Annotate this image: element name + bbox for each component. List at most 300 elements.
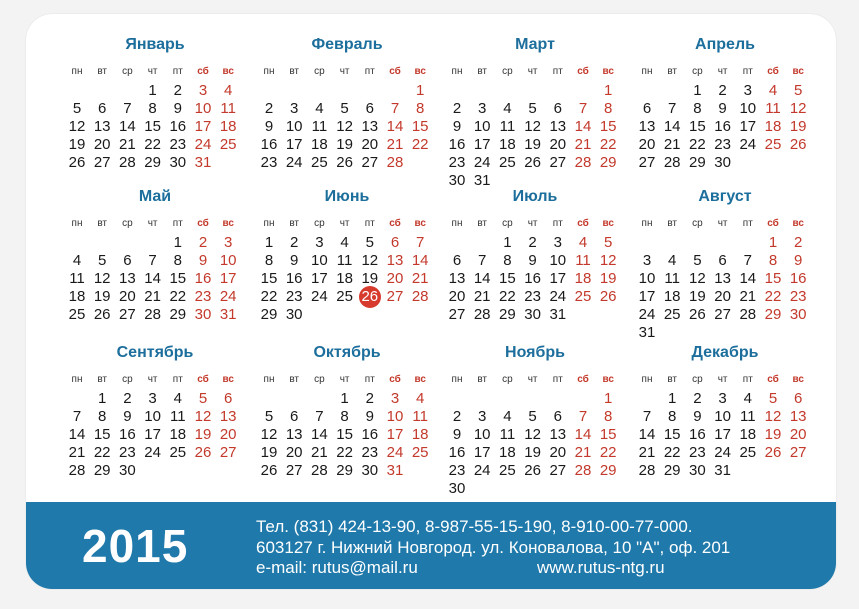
day-cell: 18 (411, 426, 429, 443)
weekday-header: вс (792, 66, 804, 77)
day-cell: 15 (144, 118, 161, 135)
day-cell: 16 (260, 136, 278, 153)
day-cell: 1 (173, 234, 182, 251)
day-cell: 1 (264, 234, 274, 251)
day-cell: 12 (361, 252, 379, 269)
day-cell: 16 (524, 270, 541, 287)
day-cell: 10 (638, 270, 656, 287)
day-cell: 30 (361, 462, 379, 479)
weekday-header: сб (767, 374, 779, 385)
day-cell: 29 (689, 154, 706, 171)
website: www.rutus-ntg.ru (537, 558, 665, 577)
day-cell: 24 (638, 306, 656, 323)
day-cell: 4 (743, 390, 752, 407)
day-cell: 23 (194, 288, 212, 305)
weekday-header: вс (414, 218, 426, 229)
day-cell: 5 (72, 100, 82, 117)
day-cell: 19 (361, 270, 379, 287)
day-cell: 11 (220, 100, 236, 117)
day-cell: 29 (764, 306, 782, 323)
day-cell: 12 (524, 426, 541, 443)
day-cell: 27 (285, 462, 303, 479)
day-cell: 4 (503, 408, 512, 425)
day-cell: 25 (219, 136, 237, 153)
day-cell: 17 (473, 444, 491, 461)
weekday-header: вт (97, 218, 108, 229)
month-name: Март (515, 36, 555, 53)
day-cell: 14 (311, 426, 328, 443)
weekday-header: пн (263, 218, 275, 229)
weekday-header: чт (717, 218, 728, 229)
day-cell: 29 (144, 154, 161, 171)
day-cell: 28 (574, 462, 592, 479)
weekday-header: ср (314, 218, 325, 229)
day-cell: 21 (411, 270, 429, 287)
day-cell: 25 (499, 462, 516, 479)
day-cell: 13 (285, 426, 303, 443)
day-cell: 22 (689, 136, 706, 153)
weekday-header: вс (414, 66, 426, 77)
highlighted-day: 26 (357, 288, 383, 306)
day-cell: 10 (549, 252, 567, 269)
day-cell: 11 (740, 408, 756, 425)
day-cell: 8 (98, 408, 107, 425)
day-cell: 24 (473, 154, 491, 171)
weekday-header: ср (692, 218, 703, 229)
month-name: Февраль (311, 36, 383, 53)
day-cell: 15 (411, 118, 429, 135)
day-cell: 30 (285, 306, 303, 323)
day-cell: 1 (340, 390, 349, 407)
day-cell: 19 (68, 136, 86, 153)
day-cell: 25 (169, 444, 187, 461)
day-cell: 19 (194, 426, 212, 443)
day-cell: 10 (473, 118, 491, 135)
day-cell: 12 (260, 426, 278, 443)
day-cell: 12 (599, 252, 617, 269)
day-cell: 8 (768, 252, 778, 269)
day-cell: 22 (764, 288, 782, 305)
day-cell: 20 (549, 136, 567, 153)
day-cell: 18 (499, 444, 516, 461)
day-cell: 14 (68, 426, 86, 443)
day-cell: 19 (260, 444, 278, 461)
day-cell: 20 (386, 270, 404, 287)
day-cell: 11 (664, 270, 680, 287)
weekday-header: пн (641, 218, 653, 229)
day-cell: 12 (689, 270, 706, 287)
weekday-header: вс (602, 66, 614, 77)
day-cell: 28 (68, 462, 86, 479)
weekday-header: ср (502, 218, 513, 229)
weekday-header: вс (222, 66, 234, 77)
weekday-header: чт (339, 66, 350, 77)
day-cell: 13 (386, 252, 404, 269)
day-cell: 9 (198, 252, 208, 269)
day-cell: 27 (119, 306, 136, 323)
month-name: Ноябрь (505, 344, 565, 361)
day-cell: 27 (386, 288, 404, 305)
day-cell: 11 (765, 100, 781, 117)
day-cell: 6 (452, 252, 462, 269)
day-cell: 30 (119, 462, 136, 479)
day-cell: 6 (553, 100, 562, 117)
day-cell: 17 (144, 426, 161, 443)
weekday-header: вт (289, 66, 300, 77)
weekday-header: сб (577, 218, 589, 229)
day-cell: 21 (311, 444, 328, 461)
day-cell: 3 (390, 390, 400, 407)
day-cell: 21 (144, 288, 161, 305)
weekday-header: вт (477, 218, 488, 229)
day-cell: 17 (714, 426, 731, 443)
weekday-header: вс (414, 374, 426, 385)
weekday-header: ср (692, 374, 703, 385)
day-cell: 30 (524, 306, 541, 323)
day-cell: 6 (642, 100, 652, 117)
weekday-header: чт (717, 66, 728, 77)
day-cell: 1 (693, 82, 702, 99)
day-cell: 5 (794, 82, 803, 99)
day-cell: 2 (365, 390, 374, 407)
day-cell: 16 (194, 270, 212, 287)
day-cell: 16 (285, 270, 303, 287)
day-cell: 10 (285, 118, 303, 135)
day-cell: 22 (93, 444, 111, 461)
day-cell: 30 (448, 172, 466, 189)
weekday-header: пт (172, 374, 183, 385)
day-cell: 2 (173, 82, 182, 99)
day-cell: 8 (503, 252, 512, 269)
day-cell: 3 (290, 100, 299, 117)
weekday-header: чт (527, 66, 538, 77)
weekday-header: пт (364, 218, 375, 229)
weekday-header: сб (389, 218, 401, 229)
day-cell: 2 (528, 234, 537, 251)
weekday-header: пт (552, 66, 563, 77)
day-cell: 10 (311, 252, 328, 269)
day-cell: 6 (98, 100, 107, 117)
weekday-header: пн (451, 374, 463, 385)
day-cell: 17 (285, 136, 303, 153)
weekday-header: чт (339, 374, 350, 385)
day-cell: 1 (416, 82, 425, 99)
month-name: Январь (125, 36, 185, 53)
day-cell: 19 (336, 136, 353, 153)
day-cell: 2 (123, 390, 132, 407)
day-cell: 25 (411, 444, 429, 461)
day-cell: 26 (764, 444, 782, 461)
day-cell: 2 (290, 234, 299, 251)
day-cell: 13 (93, 118, 111, 135)
day-cell: 6 (224, 390, 233, 407)
day-cell: 17 (311, 270, 328, 287)
day-cell: 1 (768, 234, 778, 251)
day-cell: 9 (528, 252, 537, 269)
weekday-header: пн (641, 374, 653, 385)
day-cell: 21 (739, 288, 757, 305)
day-cell: 23 (448, 154, 466, 171)
day-cell: 3 (198, 82, 208, 99)
calendar-card (26, 14, 836, 589)
day-cell: 24 (386, 444, 404, 461)
weekday-header: пт (364, 66, 375, 77)
day-cell: 8 (173, 252, 182, 269)
day-cell: 3 (553, 234, 562, 251)
day-cell: 8 (416, 100, 425, 117)
day-cell: 29 (336, 462, 353, 479)
day-cell: 9 (794, 252, 803, 269)
day-cell: 18 (574, 270, 592, 287)
day-cell: 8 (693, 100, 702, 117)
day-cell: 5 (365, 234, 374, 251)
day-cell: 11 (170, 408, 186, 425)
weekday-header: сб (767, 66, 779, 77)
day-cell: 31 (549, 306, 567, 323)
day-cell: 27 (714, 306, 731, 323)
day-cell: 22 (663, 444, 681, 461)
day-cell: 25 (311, 154, 328, 171)
weekday-header: вс (222, 374, 234, 385)
day-cell: 28 (739, 306, 757, 323)
day-cell: 23 (448, 462, 466, 479)
day-cell: 7 (315, 408, 324, 425)
day-cell: 9 (290, 252, 299, 269)
day-cell: 30 (448, 480, 466, 497)
day-cell: 25 (68, 306, 86, 323)
day-cell: 27 (638, 154, 656, 171)
day-cell: 29 (169, 306, 187, 323)
day-cell: 2 (452, 100, 462, 117)
day-cell: 22 (144, 136, 161, 153)
weekday-header: чт (339, 218, 350, 229)
month-name: Октябрь (313, 344, 381, 361)
day-cell: 30 (789, 306, 807, 323)
weekday-header: пн (641, 66, 653, 77)
day-cell: 29 (499, 306, 516, 323)
day-cell: 1 (148, 82, 157, 99)
day-cell: 24 (219, 288, 237, 305)
day-cell: 21 (574, 136, 592, 153)
weekday-header: ср (122, 218, 133, 229)
day-cell: 13 (714, 270, 731, 287)
day-cell: 28 (411, 288, 429, 305)
day-cell: 14 (574, 118, 592, 135)
day-cell: 29 (260, 306, 278, 323)
weekday-header: пн (71, 374, 83, 385)
day-cell: 14 (638, 426, 656, 443)
day-cell: 20 (638, 136, 656, 153)
weekday-header: пт (364, 374, 375, 385)
weekday-header: пт (172, 66, 183, 77)
phone-numbers: Тел. (831) 424-13-90, 8-987-55-15-190, 8-910-00-77-000. (256, 517, 693, 536)
day-cell: 21 (663, 136, 681, 153)
day-cell: 12 (764, 408, 782, 425)
day-cell: 1 (503, 234, 512, 251)
weekday-header: вс (792, 218, 804, 229)
day-cell: 16 (361, 426, 379, 443)
weekday-header: ср (122, 374, 133, 385)
day-cell: 21 (386, 136, 404, 153)
weekday-header: сб (197, 66, 209, 77)
address: 603127 г. Нижний Новгород. ул. Коновалова, 10 "А", оф. 201 (256, 538, 731, 557)
weekday-header: чт (717, 374, 728, 385)
day-cell: 26 (93, 306, 111, 323)
day-cell: 4 (503, 100, 512, 117)
day-cell: 18 (663, 288, 681, 305)
day-cell: 16 (448, 136, 466, 153)
day-cell: 24 (473, 462, 491, 479)
day-cell: 12 (93, 270, 111, 287)
weekday-header: пн (451, 66, 463, 77)
day-cell: 16 (448, 444, 466, 461)
day-cell: 15 (336, 426, 353, 443)
day-cell: 27 (448, 306, 466, 323)
day-cell: 11 (575, 252, 591, 269)
day-cell: 9 (123, 408, 132, 425)
day-cell: 14 (574, 426, 592, 443)
day-cell: 23 (714, 136, 731, 153)
day-cell: 20 (285, 444, 303, 461)
weekday-header: пт (552, 218, 563, 229)
day-cell: 19 (689, 288, 706, 305)
day-cell: 19 (524, 444, 541, 461)
day-cell: 22 (499, 288, 516, 305)
day-cell: 30 (169, 154, 187, 171)
day-cell: 22 (599, 444, 617, 461)
day-cell: 26 (599, 288, 617, 305)
weekday-header: ср (692, 66, 703, 77)
day-cell: 7 (148, 252, 157, 269)
day-cell: 25 (663, 306, 681, 323)
day-cell: 18 (68, 288, 86, 305)
day-cell: 5 (98, 252, 107, 269)
weekday-header: вс (602, 374, 614, 385)
day-cell: 17 (219, 270, 237, 287)
day-cell: 11 (69, 270, 85, 287)
day-cell: 17 (473, 136, 491, 153)
day-cell: 28 (574, 154, 592, 171)
day-cell: 7 (478, 252, 487, 269)
weekday-header: ср (314, 66, 325, 77)
day-cell: 19 (789, 118, 807, 135)
day-cell: 13 (549, 426, 567, 443)
day-cell: 10 (219, 252, 237, 269)
day-cell: 13 (361, 118, 379, 135)
day-cell: 1 (604, 82, 613, 99)
day-cell: 3 (478, 408, 487, 425)
day-cell: 20 (119, 288, 136, 305)
weekday-header: сб (197, 218, 209, 229)
day-cell: 4 (173, 390, 182, 407)
day-cell: 5 (604, 234, 613, 251)
weekday-header: вт (97, 374, 108, 385)
day-cell: 28 (144, 306, 161, 323)
weekday-header: ср (502, 374, 513, 385)
day-cell: 8 (604, 100, 613, 117)
day-cell: 5 (340, 100, 349, 117)
day-cell: 2 (693, 390, 702, 407)
day-cell: 16 (789, 270, 807, 287)
day-cell: 25 (336, 288, 353, 305)
month-name: Июнь (324, 188, 370, 205)
day-cell: 5 (198, 390, 208, 407)
day-cell: 14 (411, 252, 429, 269)
day-cell: 21 (473, 288, 491, 305)
day-cell: 18 (764, 118, 782, 135)
day-cell: 28 (311, 462, 328, 479)
day-cell: 22 (411, 136, 429, 153)
weekday-header: ср (122, 66, 133, 77)
day-cell: 9 (173, 100, 182, 117)
day-cell: 5 (264, 408, 274, 425)
day-cell: 6 (123, 252, 132, 269)
day-cell: 10 (144, 408, 161, 425)
day-cell: 31 (473, 172, 491, 189)
month-name: Май (138, 188, 172, 205)
day-cell: 17 (638, 288, 656, 305)
day-cell: 15 (260, 270, 278, 287)
day-cell: 22 (169, 288, 187, 305)
day-cell: 4 (72, 252, 82, 269)
day-cell: 19 (524, 136, 541, 153)
day-cell: 18 (739, 426, 757, 443)
day-cell: 15 (689, 118, 706, 135)
month-name: Апрель (695, 36, 755, 53)
day-cell: 17 (739, 118, 757, 135)
day-cell: 18 (499, 136, 516, 153)
day-cell: 3 (642, 252, 652, 269)
day-cell: 29 (93, 462, 111, 479)
day-cell: 23 (524, 288, 541, 305)
day-cell: 17 (549, 270, 567, 287)
day-cell: 21 (119, 136, 136, 153)
day-cell: 18 (169, 426, 187, 443)
day-cell: 6 (365, 100, 374, 117)
day-cell: 26 (260, 462, 278, 479)
weekday-header: пн (263, 66, 275, 77)
weekday-header: чт (527, 374, 538, 385)
day-cell: 4 (340, 234, 349, 251)
day-cell: 15 (663, 426, 681, 443)
weekday-header: вс (602, 218, 614, 229)
day-cell: 8 (668, 408, 677, 425)
weekday-header: вт (289, 218, 300, 229)
day-cell: 3 (224, 234, 233, 251)
weekday-header: чт (147, 218, 158, 229)
day-cell: 25 (574, 288, 592, 305)
day-cell: 15 (599, 426, 617, 443)
weekday-header: вт (667, 374, 678, 385)
day-cell: 6 (553, 408, 562, 425)
weekday-header: сб (767, 218, 779, 229)
day-cell: 9 (693, 408, 702, 425)
contact-footer (26, 502, 836, 589)
day-cell: 16 (714, 118, 731, 135)
day-cell: 25 (764, 136, 782, 153)
day-cell: 7 (390, 100, 400, 117)
day-cell: 26 (689, 306, 706, 323)
weekday-header: пт (742, 374, 753, 385)
month-name: Декабрь (691, 344, 759, 361)
day-cell: 14 (144, 270, 161, 287)
day-cell: 15 (499, 270, 516, 287)
day-cell: 13 (549, 118, 567, 135)
day-cell: 26 (336, 154, 353, 171)
weekday-header: вт (477, 374, 488, 385)
day-cell: 18 (311, 136, 328, 153)
day-cell: 14 (119, 118, 136, 135)
